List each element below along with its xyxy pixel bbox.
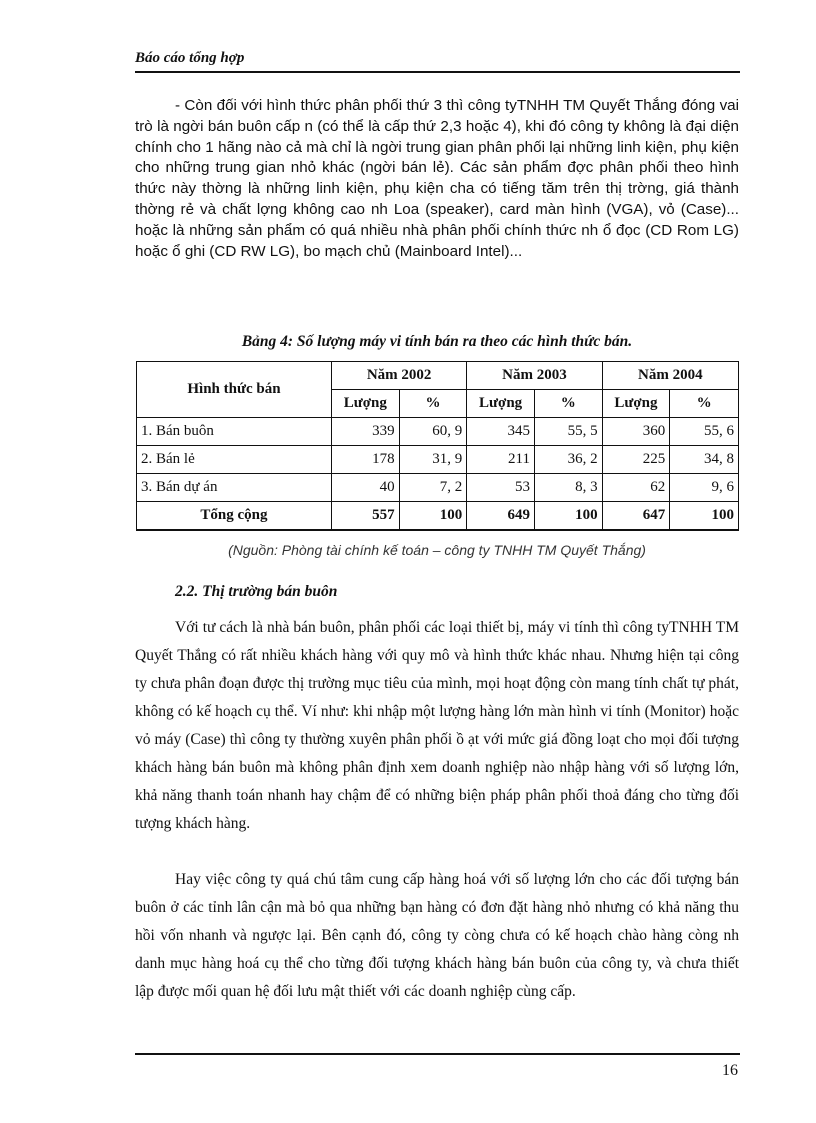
header-year-2002: Năm 2002 xyxy=(331,362,466,390)
subheader-percent: % xyxy=(670,390,739,418)
subheader-percent: % xyxy=(534,390,602,418)
header-year-2004: Năm 2004 xyxy=(602,362,738,390)
cell-value: 62 xyxy=(602,474,670,502)
cell-value: 53 xyxy=(467,474,535,502)
subheader-quantity: Lượng xyxy=(331,390,399,418)
cell-value: 8, 3 xyxy=(534,474,602,502)
header-divider xyxy=(135,71,740,73)
cell-value: 9, 6 xyxy=(670,474,739,502)
subheader-quantity: Lượng xyxy=(602,390,670,418)
footer-divider xyxy=(135,1053,740,1055)
cell-value: 40 xyxy=(331,474,399,502)
table-row xyxy=(137,418,739,446)
total-value: 557 xyxy=(331,502,399,531)
table-row xyxy=(137,474,739,502)
sales-table xyxy=(136,361,739,531)
cell-value: 60, 9 xyxy=(399,418,467,446)
paragraph-wholesale-market: Với tư cách là nhà bán buôn, phân phối các loại thiết bị, máy vi tính thì công tyTNHH TM Quyết Thắng có rất nhiều khách hàng với quy mô và hình thức khác nhau. Nhưng hiện tại công ty chưa phân đoạn được thị trường mục tiêu của mình, mọi hoạt động còn mang tính chất tự phát, không có kế hoạch cụ thể. Ví như: khi nhập một lượng hàng lớn màn hình vi tính (Monitor) hoặc vỏ máy (Case) thì công ty thường xuyên phân phối ồ ạt với mức giá đồng loạt cho mọi đối tượng khách hàng bán buôn mà không phân định xem doanh nghiệp nào nhập hàng với số lượng lớn, khả năng thanh toán nhanh hay chậm để có những biện pháp phân phối thoả đáng cho từng đối tượng khách hàng. xyxy=(135,619,739,832)
paragraph-wholesale-focus: Hay việc công ty quá chú tâm cung cấp hàng hoá với số lượng lớn cho các đối tượng bán buôn ở các tỉnh lân cận mà bỏ qua những bạn hàng có đơn đặt hàng nhỏ nhưng có khả năng thu hồi vốn nhanh và ngược lại. Bên cạnh đó, công ty còng chưa có kế hoạch chào hàng còng nh danh mục hàng hoá cụ thể cho từng đối tượng khách hàng bán buôn của công ty, và chưa thiết lập được mối quan hệ đối lưu mật thiết với các doanh nghiệp cùng cấp. xyxy=(135,871,739,1000)
total-value: 647 xyxy=(602,502,670,531)
total-value: 100 xyxy=(670,502,739,531)
cell-value: 7, 2 xyxy=(399,474,467,502)
total-value: 100 xyxy=(534,502,602,531)
header-year-2003: Năm 2003 xyxy=(467,362,602,390)
cell-value: 225 xyxy=(602,446,670,474)
section-heading: 2.2. Thị trường bán buôn xyxy=(175,583,338,600)
header-sales-form: Hình thức bán xyxy=(137,362,332,418)
table-total-row xyxy=(137,502,739,531)
cell-value: 178 xyxy=(331,446,399,474)
cell-value: 55, 5 xyxy=(534,418,602,446)
paragraph-distribution-form-3: - Còn đối với hình thức phân phối thứ 3 thì công tyTNHH TM Quyết Thắng đóng vai trò là ngời bán buôn cấp n (có thể là cấp thứ 2,3 hoặc 4), khi đó công ty không là đại diện chính cho 1 hãng nào cả mà chỉ là ngời trung gian phân phối lại những linh kiện, phụ kiện cho những trung gian nhỏ khác (ngời bán lẻ). Các sản phẩm đợc phân phối theo hình thức này thờng là những linh kiện, phụ kiện cha có tiếng tăm trên thị trờng, giá thành thờng rẻ và chất lợng không cao nh Loa (speaker), card màn hình (VGA), vỏ (Case)... hoặc là những sản phẩm có quá nhiều nhà phân phối chính thức nh ổ đọc (CD Rom LG) hoặc ổ ghi (CD RW LG), bo mạch chủ (Mainboard Intel)... xyxy=(135,97,739,260)
table-header-row xyxy=(137,362,739,390)
cell-value: 36, 2 xyxy=(534,446,602,474)
cell-value: 339 xyxy=(331,418,399,446)
cell-value: 31, 9 xyxy=(399,446,467,474)
subheader-quantity: Lượng xyxy=(467,390,535,418)
page-number: 16 xyxy=(722,1062,738,1079)
table-caption: Bảng 4: Số lượng máy vi tính bán ra theo các hình thức bán. xyxy=(241,333,633,350)
cell-value: 211 xyxy=(467,446,535,474)
subheader-percent: % xyxy=(399,390,467,418)
total-value: 100 xyxy=(399,502,467,531)
total-label: Tổng cộng xyxy=(137,502,332,531)
cell-value: 345 xyxy=(467,418,535,446)
row-label: 3. Bán dự án xyxy=(137,474,332,502)
table-row xyxy=(137,446,739,474)
cell-value: 360 xyxy=(602,418,670,446)
page-header-title: Báo cáo tổng hợp xyxy=(135,50,245,66)
total-value: 649 xyxy=(467,502,535,531)
cell-value: 55, 6 xyxy=(670,418,739,446)
table-source-note: (Nguồn: Phòng tài chính kế toán – công ty TNHH TM Quyết Thắng) xyxy=(228,542,646,558)
row-label: 2. Bán lẻ xyxy=(137,446,332,474)
row-label: 1. Bán buôn xyxy=(137,418,332,446)
cell-value: 34, 8 xyxy=(670,446,739,474)
